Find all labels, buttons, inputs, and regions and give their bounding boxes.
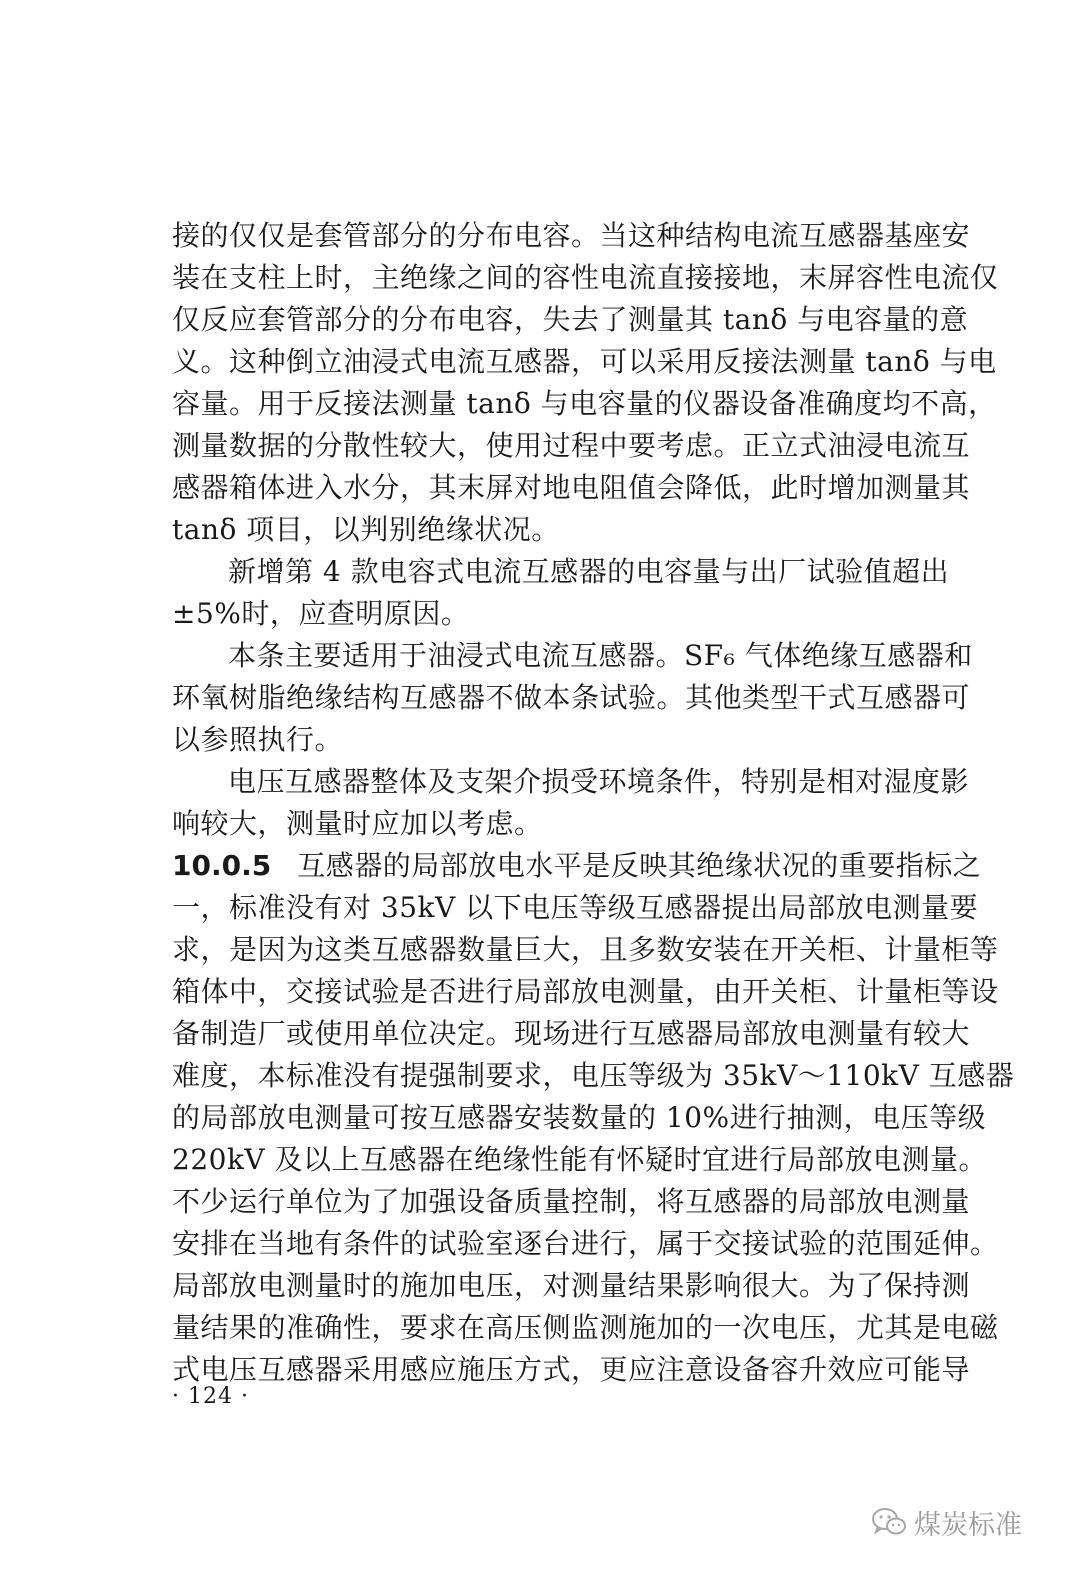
text-line: 难度，本标准没有提强制要求，电压等级为 35kV～110kV 互感器 <box>172 1059 1015 1092</box>
text-line: 一，标准没有对 35kV 以下电压等级互感器提出局部放电测量要 <box>172 891 979 924</box>
text-line: 220kV 及以上互感器在绝缘性能有怀疑时宜进行局部放电测量。 <box>172 1143 988 1176</box>
clause-line <box>172 846 982 886</box>
text-line: 义。这种倒立油浸式电流互感器，可以采用反接法测量 tanδ 与电 <box>172 345 997 378</box>
text-line: 装在支柱上时，主绝缘之间的容性电流直接接地，末屏容性电流仅 <box>172 261 999 294</box>
clause-text: 互感器的局部放电水平是反映其绝缘状况的重要指标之 <box>297 849 982 882</box>
text-line: 仅反应套管部分的分布电容，失去了测量其 tanδ 与电容量的意 <box>172 303 969 336</box>
text-line: 式电压互感器采用感应施压方式，更应注意设备容升效应可能导 <box>172 1353 971 1386</box>
text-line: 接的仅仅是套管部分的分布电容。当这种结构电流互感器基座安 <box>172 219 971 252</box>
text-line: 以参照执行。 <box>172 723 344 756</box>
paragraph-start-line: 电压互感器整体及支架介损受环境条件，特别是相对湿度影 <box>228 765 970 798</box>
text-line: 容量。用于反接法测量 tanδ 与电容量的仪器设备准确度均不高， <box>172 387 997 420</box>
text-line: 测量数据的分散性较大，使用过程中要考虑。正立式油浸电流互 <box>172 429 971 462</box>
wechat-icon <box>870 1506 908 1538</box>
text-line: 局部放电测量时的施加电压，对测量结果影响很大。为了保持测 <box>172 1269 971 1302</box>
text-line: 箱体中，交接试验是否进行局部放电测量，由开关柜、计量柜等设 <box>172 975 999 1008</box>
paragraph-start-line: 新增第 4 款电容式电流互感器的电容量与出厂试验值超出 <box>228 555 950 588</box>
text-line: 安排在当地有条件的试验室逐台进行，属于交接试验的范围延伸。 <box>172 1227 999 1260</box>
text-line: 量结果的准确性，要求在高压侧监测施加的一次电压，尤其是电磁 <box>172 1311 999 1344</box>
text-line: 响较大，测量时应加以考虑。 <box>172 807 543 840</box>
text-line: 的局部放电测量可按互感器安装数量的 10%进行抽测，电压等级 <box>172 1101 987 1134</box>
text-line: ±5%时，应查明原因。 <box>172 597 470 630</box>
paragraph-start-line: 本条主要适用于油浸式电流互感器。SF₆ 气体绝缘互感器和 <box>228 639 973 672</box>
text-line: 不少运行单位为了加强设备质量控制，将互感器的局部放电测量 <box>172 1185 971 1218</box>
watermark-text: 煤炭标准 <box>914 1509 1022 1541</box>
text-line: 求，是因为这类互感器数量巨大，且多数安装在开关柜、计量柜等 <box>172 933 999 966</box>
page-number: · 124 · <box>172 1384 249 1409</box>
watermark <box>870 1502 1022 1542</box>
text-line: 感器箱体进入水分，其末屏对地电阻值会降低，此时增加测量其 <box>172 471 971 504</box>
text-line: 环氧树脂绝缘结构互感器不做本条试验。其他类型干式互感器可 <box>172 681 971 714</box>
text-line: 备制造厂或使用单位决定。现场进行互感器局部放电测量有较大 <box>172 1017 971 1050</box>
text-line: tanδ 项目，以判别绝缘状况。 <box>172 513 560 546</box>
clause-number: 10.0.5 <box>172 849 272 882</box>
